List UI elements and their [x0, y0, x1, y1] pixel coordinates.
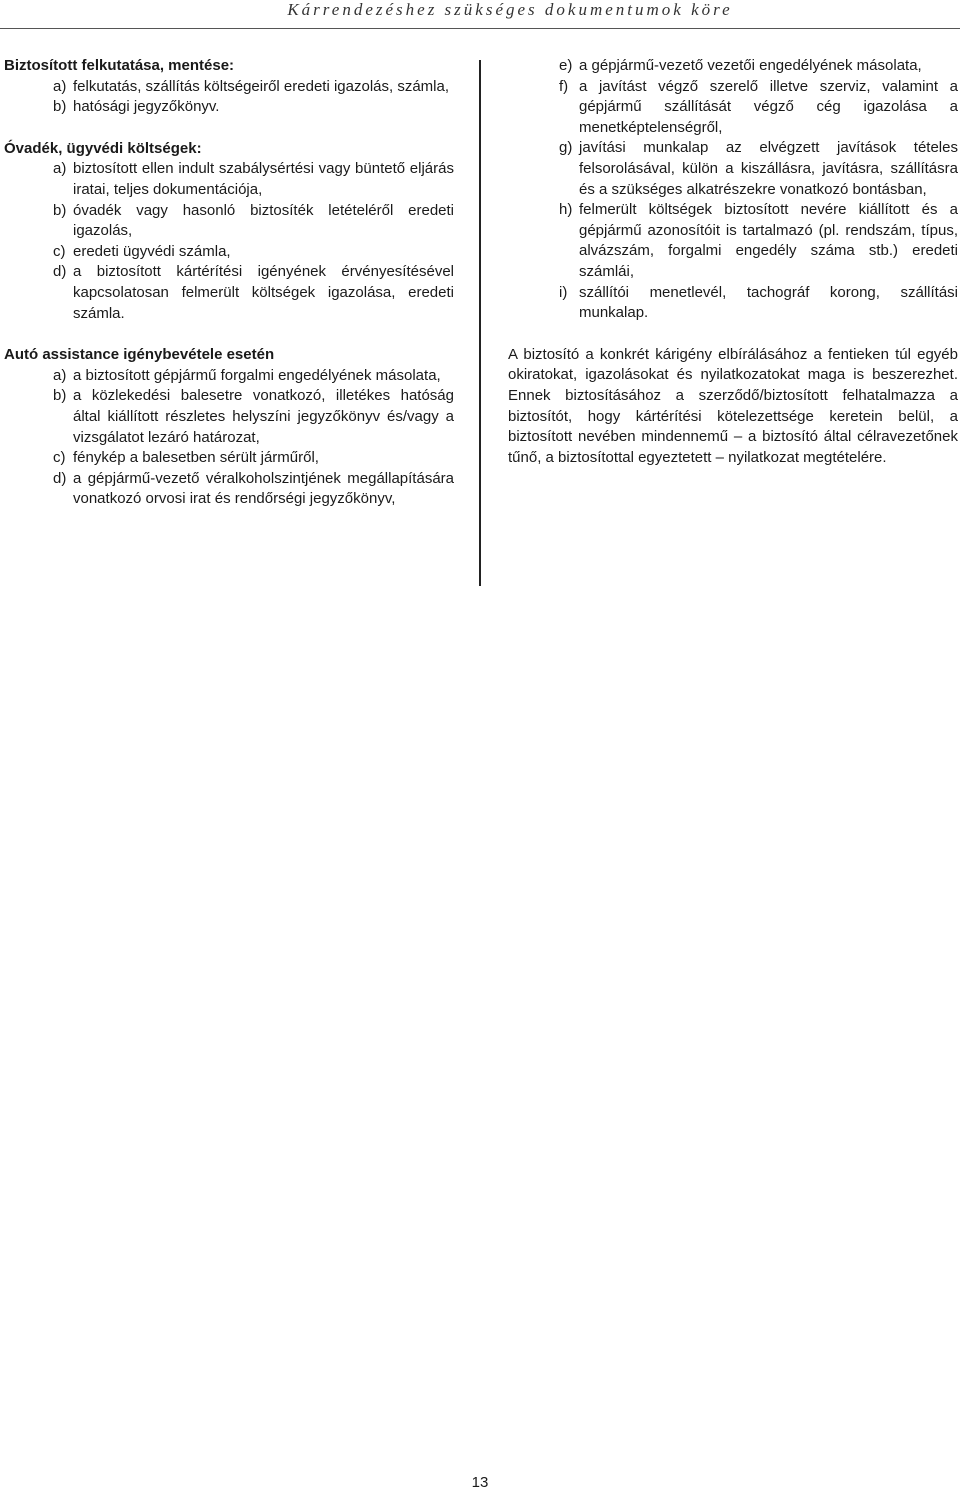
running-header-title: Kárrendezéshez szükséges dokumentumok köre [287, 0, 733, 19]
section-auto-assistance [4, 345, 454, 510]
running-header [0, 0, 960, 29]
list-item: b) a közlekedési balesetre vonatkozó, illetékes hatóság által kiállított részletes helyszíni jegyzőkönyv és/vagy a vizsgálatot lezáró határozat, [53, 387, 454, 446]
section-title: Óvadék, ügyvédi költségek: [4, 139, 202, 157]
list-item: c) fénykép a balesetben sérült járműről, [53, 449, 319, 467]
section-bail-legal [4, 139, 454, 324]
list-item: g) javítási munkalap az elvégzett javítások tételes felsorolásával, külön a kiszállásra, javításra, szállításra és a szükséges alkatrészekre vonatkozó bontásban, [559, 139, 958, 198]
section-rescue [4, 56, 454, 118]
list-item: c) eredeti ügyvédi számla, [53, 242, 231, 260]
list-item: d) a biztosított kártérítési igényének érvényesítésével kapcsolatosan felmerült költségek igazolása, eredeti számla. [53, 263, 454, 322]
closing-paragraph: A biztosító a konkrét kárigény elbírálásához a fentieken túl egyéb okiratokat, igazolásokat és nyilatkozatokat maga is beszerezhet. Ennek biztosításához a szerződő/biztosított felhatalmazza a biztosítót, hogy kártérítési kötelezettsége keretein belül, a biztosított nevében mindennemű – a biztosító által célravezetőnek tűnő, a biztosítottal egyeztetett – nyilatkozat megtételére. [508, 345, 958, 466]
list-item: a) biztosított ellen indult szabálysértési vagy büntető eljárás iratai, teljes dokumentációja, [53, 160, 454, 198]
list-item: f) a javítást végző szerelő illetve szerviz, valamint a gépjármű szállítását végző cég igazolása a menetképtelenségről, [559, 77, 958, 136]
list-item: a) felkutatás, szállítás költségeiről eredeti igazolás, számla, [53, 77, 450, 95]
right-column [508, 56, 958, 483]
section-title: Biztosított felkutatása, mentése: [4, 57, 235, 74]
list-item: a) a biztosított gépjármű forgalmi engedélyének másolata, [53, 366, 441, 384]
list-item: b) hatósági jegyzőkönyv. [53, 98, 220, 116]
list-item: i) szállítói menetlevél, tachográf korong, szállítási munkalap. [559, 283, 958, 322]
list-item: h) felmerült költségek biztosított nevére kiállított és a gépjármű azonosítóit is tartalmazó (pl. rendszám, típus, alvázszám, forgalmi engedély száma stb.) eredeti számlái, [559, 201, 958, 280]
column-divider [479, 60, 481, 586]
left-column [4, 56, 454, 531]
page-number: 13 [471, 1474, 489, 1491]
list-item: e) a gépjármű-vezető vezetői engedélyének másolata, [559, 57, 922, 74]
list-item: b) óvadék vagy hasonló biztosíték letételéről eredeti igazolás, [53, 201, 454, 240]
list-item: d) a gépjármű-vezető véralkoholszintjének megállapítására vonatkozó orvosi irat és rendőrségi jegyzőkönyv, [53, 469, 454, 508]
section-title: Autó assistance igénybevétele esetén [4, 346, 275, 364]
